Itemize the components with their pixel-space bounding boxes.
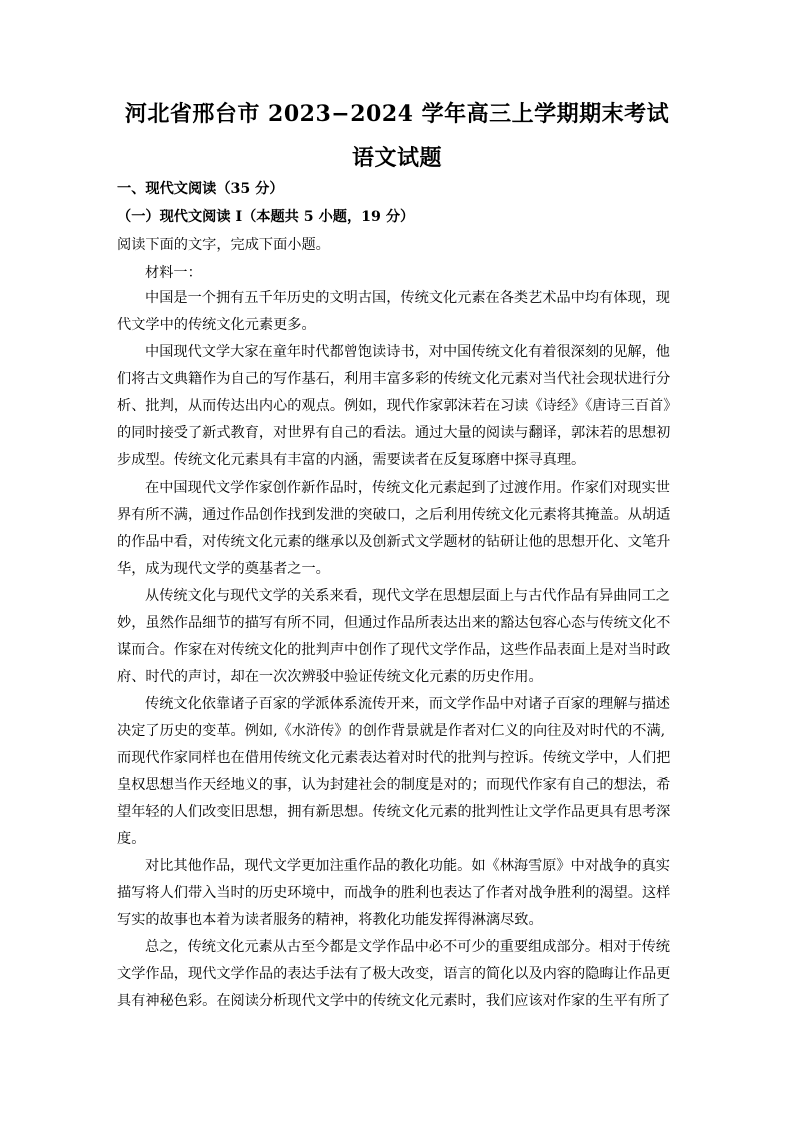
paragraph-line: 的作品中看，对传统文化元素的继承以及创新式文学题材的钻研让他的思想开化、文笔升 (117, 534, 671, 550)
document-title: 河北省邢台市 2023−2024 学年高三上学期期末考试 (124, 101, 670, 127)
paragraph-line: 描写将人们带入当时的历史环境中，而战争的胜利也表达了作者对战争胜利的渴望。这样 (117, 885, 671, 901)
paragraph-line: 华，成为现代文学的奠基者之一。 (117, 561, 330, 577)
paragraph-line: 写实的故事也本着为读者服务的精神，将教化功能发挥得淋漓尽致。 (117, 912, 543, 928)
paragraph-line: 的同时接受了新式教育，对世界有自己的看法。通过大量的阅读与翻译，郭沫若的思想初 (117, 425, 671, 441)
material-label: 材料一： (145, 265, 202, 281)
paragraph-line: 从传统文化与现代文学的关系来看，现代文学在思想层面上与古代作品有异曲同工之 (145, 588, 670, 604)
paragraph-line: 代文学中的传统文化元素更多。 (117, 317, 316, 333)
document-subtitle: 语文试题 (351, 145, 442, 171)
paragraph-line: 总之，传统文化元素从古至今都是文学作品中必不可少的重要组成部分。相对于传统 (145, 939, 670, 955)
subsection-heading: （一）现代文阅读 I（本题共 5 小题，19 分） (117, 209, 415, 225)
paragraph-line: 谋而合。作家在对传统文化的批判声中创作了现代文学作品，这些作品表面上是对当时政 (117, 642, 671, 658)
paragraph-line: 中国是一个拥有五千年历史的文明古国，传统文化元素在各类艺术品中均有体现，现 (145, 290, 670, 306)
paragraph-line: 决定了历史的变革。例如,《水浒传》的创作背景就是作者对仁义的向往及对时代的不满, (117, 723, 666, 739)
paragraph-line: 对比其他作品，现代文学更加注重作品的教化功能。如《林海雪原》中对战争的真实 (145, 858, 670, 874)
paragraph-line: 府、时代的声讨，却在一次次辨驳中验证传统文化元素的历史作用。 (117, 669, 543, 685)
paragraph-line: 中国现代文学大家在童年时代都曾饱读诗书，对中国传统文化有着很深刻的见解，他 (145, 344, 670, 360)
paragraph-line: 界有所不满，通过作品创作找到发泄的突破口，之后利用传统文化元素将其掩盖。从胡适 (117, 507, 671, 523)
paragraph-line: 传统文化依靠诸子百家的学派体系流传开来，而文学作品中对诸子百家的理解与描述 (145, 696, 670, 712)
paragraph-line: 在中国现代文学作家创作新作品时，传统文化元素起到了过渡作用。作家们对现实世 (145, 480, 670, 496)
paragraph-line: 望年轻的人们改变旧思想，拥有新思想。传统文化元素的批判性让文学作品更具有思考深 (117, 804, 671, 820)
paragraph-line: 们将古文典籍作为自己的写作基石，利用丰富多彩的传统文化元素对当代社会现状进行分 (117, 371, 671, 387)
paragraph-line: 文学作品，现代文学作品的表达手法有了极大改变，语言的简化以及内容的隐晦让作品更 (117, 966, 671, 982)
paragraph-line: 妙，虽然作品细节的描写有所不同，但通过作品所表达出来的豁达包容心态与传统文化不 (117, 615, 671, 631)
paragraph-line: 具有神秘色彩。在阅读分析现代文学中的传统文化元素时，我们应该对作家的生平有所了 (117, 993, 671, 1009)
paragraph-line: 度。 (117, 831, 146, 847)
section-heading: 一、现代文阅读（35 分） (117, 181, 284, 197)
paragraph-line: 而现代作家同样也在借用传统文化元素表达着对时代的批判与控诉。传统文学中，人们把 (117, 750, 671, 766)
paragraph-line: 皇权思想当作天经地义的事，认为封建社会的制度是对的；而现代作家有自己的想法，希 (117, 777, 671, 793)
paragraph-line: 步成型。传统文化元素具有丰富的内涵，需要读者在反复琢磨中探寻真理。 (117, 452, 586, 468)
instruction-text: 阅读下面的文字，完成下面小题。 (117, 237, 330, 253)
paragraph-line: 析、批判，从而传达出内心的观点。例如，现代作家郭沫若在习读《诗经》《唐诗三百首》 (117, 398, 678, 414)
